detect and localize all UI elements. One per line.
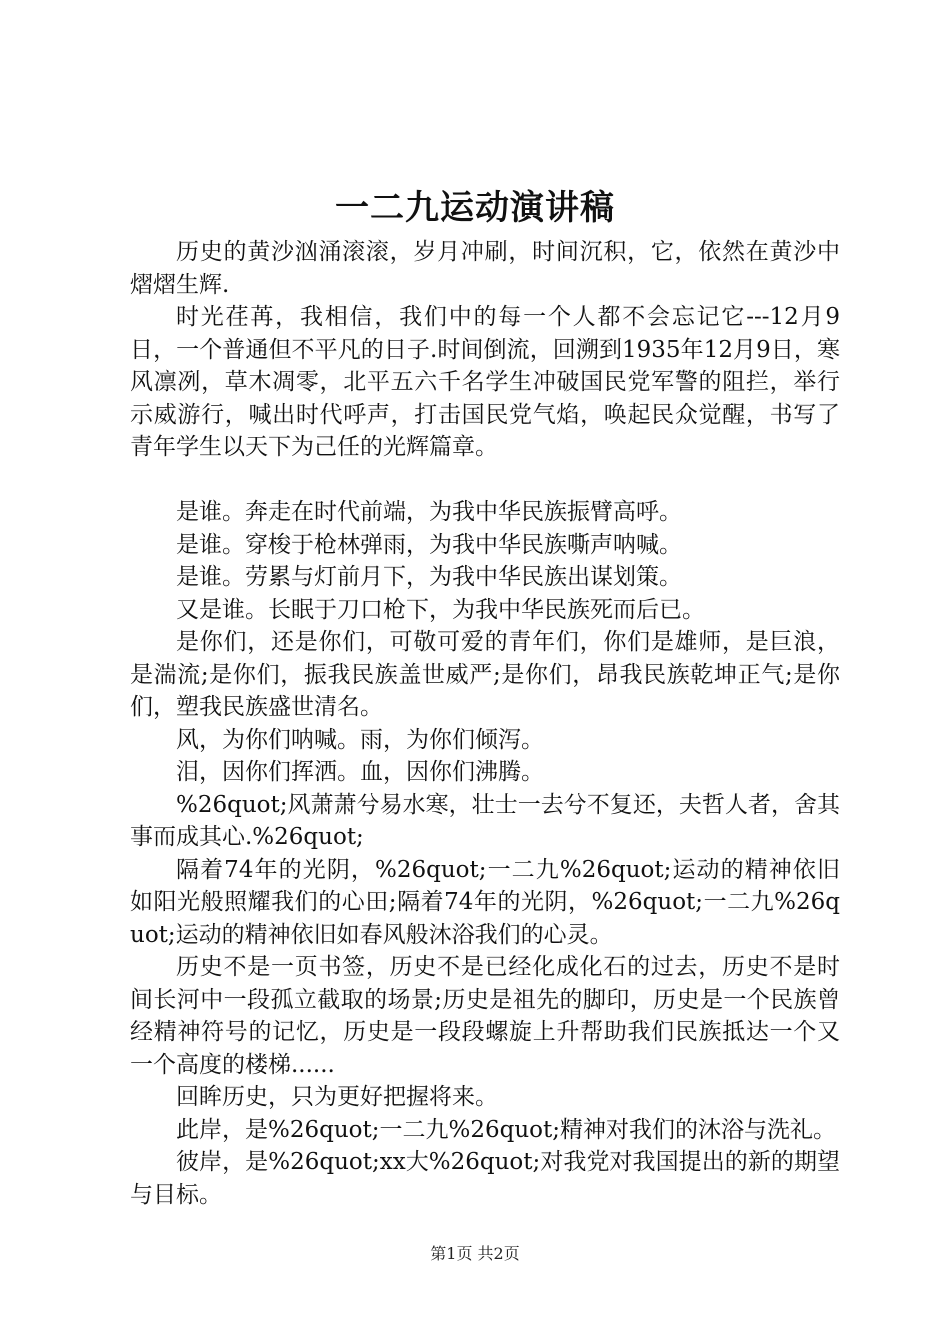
paragraph: 风，为你们呐喊。雨，为你们倾泻。 — [176, 726, 544, 753]
paragraph: 又是谁。长眠于刀口枪下，为我中华民族死而后已。 — [176, 596, 705, 623]
document-body — [130, 236, 840, 1211]
paragraph: 历史的黄沙汹涌滚滚，岁月冲刷，时间沉积，它，依然在黄沙中熠熠生辉. — [130, 239, 840, 298]
paragraph: 是谁。奔走在时代前端，为我中华民族振臂高呼。 — [176, 499, 682, 525]
paragraph: 彼岸，是%26quot;xx大%26quot;对我党对我国提出的新的期望与目标。 — [130, 1149, 840, 1208]
paragraph: 时光荏苒，我相信，我们中的每一个人都不会忘记它---12月9日，一个普通但不平凡的日子.时间倒流，回溯到1935年12月9日，寒风凛冽，草木凋零，北平五六千名学生冲破国民党军警的阻拦，举行示威游行，喊出时代呼声，打击国民党气焰，唤起民众觉醒，书写了青年学生以天下为己任的光辉篇章。 — [130, 304, 840, 460]
paragraph: 此岸，是%26quot;一二九%26quot;精神对我们的沐浴与洗礼。 — [176, 1116, 836, 1143]
paragraph: 是谁。劳累与灯前月下，为我中华民族出谋划策。 — [176, 564, 682, 590]
blank-line — [130, 464, 840, 497]
paragraph: 泪，因你们挥洒。血，因你们沸腾。 — [176, 759, 544, 785]
paragraph: 回眸历史，只为更好把握将来。 — [176, 1084, 498, 1110]
paragraph: 是谁。穿梭于枪林弹雨，为我中华民族嘶声呐喊。 — [176, 531, 682, 558]
paragraph: 隔着74年的光阴，%26quot;一二九%26quot;运动的精神依旧如阳光般照耀我们的心田;隔着74年的光阴，%26quot;一二九%26quot;运动的精神依旧如春风般沐浴我们的心灵。 — [130, 856, 840, 948]
paragraph: %26quot;风萧萧兮易水寒，壮士一去兮不复还，夫哲人者，舍其事而成其心.%26quot; — [130, 791, 840, 850]
paragraph: 是你们，还是你们，可敬可爱的青年们，你们是雄师，是巨浪，是湍流;是你们，振我民族盖世威严;是你们，昂我民族乾坤正气;是你们，塑我民族盛世清名。 — [130, 629, 840, 720]
page-footer: 第1页 共2页 — [430, 1244, 520, 1263]
paragraph: 历史不是一页书签，历史不是已经化成化石的过去，历史不是时间长河中一段孤立截取的场景;历史是祖先的脚印，历史是一个民族曾经精神符号的记忆，历史是一段段螺旋上升帮助我们民族抵达一个又一个高度的楼梯...... — [130, 954, 840, 1078]
document-title: 一二九运动演讲稿 — [335, 188, 615, 228]
